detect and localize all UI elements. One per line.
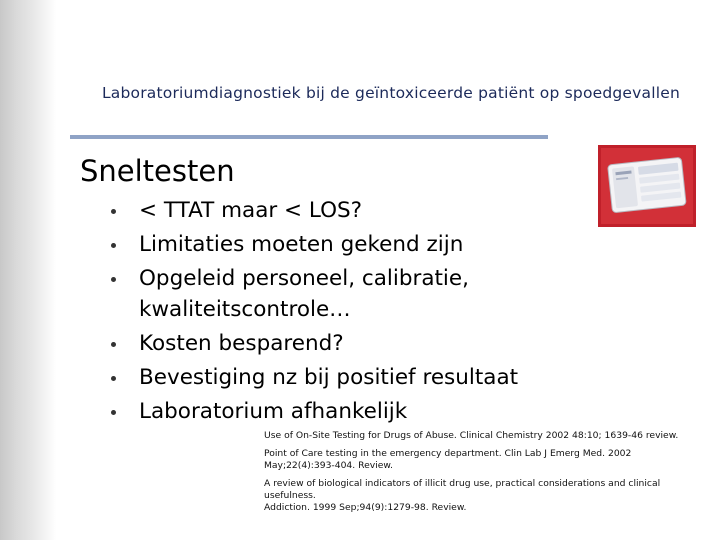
list-item (111, 396, 581, 427)
bullet-text: Laboratorium afhankelijk (139, 399, 408, 424)
bullet-text: < TTAT maar < LOS? (139, 198, 363, 223)
reference-item: A review of biological indicators of illicit drug use, practical considerations and clinical usefulness. Addiction. 1999 Sep;94(9):1279-98. Review. (264, 478, 661, 513)
bullet-icon (111, 277, 116, 282)
bullet-list (111, 195, 581, 430)
list-item (111, 229, 581, 260)
decorative-side-gradient (0, 0, 56, 540)
bullet-icon (111, 376, 116, 381)
bullet-text: Opgeleid personeel, calibratie, kwaliteitscontrole… (139, 266, 469, 322)
bullet-icon (111, 342, 116, 347)
list-item (111, 362, 581, 393)
slide-subtitle: Sneltesten (80, 154, 235, 188)
drug-test-kit-image (598, 145, 696, 227)
list-item (111, 195, 581, 226)
reference-item: Point of Care testing in the emergency department. Clin Lab J Emerg Med. 2002 May;22(4):393-404. Review. (264, 448, 632, 471)
list-item (111, 263, 581, 325)
bullet-icon (111, 209, 116, 214)
reference-item: Use of On-Site Testing for Drugs of Abuse. Clinical Chemistry 2002 48:10; 1639-46 review. (264, 430, 679, 441)
bullet-icon (111, 410, 116, 415)
bullet-text: Limitaties moeten gekend zijn (139, 232, 464, 257)
bullet-icon (111, 243, 116, 248)
slide-title: Laboratoriumdiagnostiek bij de geïntoxiceerde patiënt op spoedgevallen (101, 84, 681, 102)
list-item (111, 328, 581, 359)
references (264, 430, 704, 520)
bullet-text: Bevestiging nz bij positief resultaat (139, 365, 519, 390)
bullet-text: Kosten besparend? (139, 331, 344, 356)
title-divider (70, 135, 548, 139)
